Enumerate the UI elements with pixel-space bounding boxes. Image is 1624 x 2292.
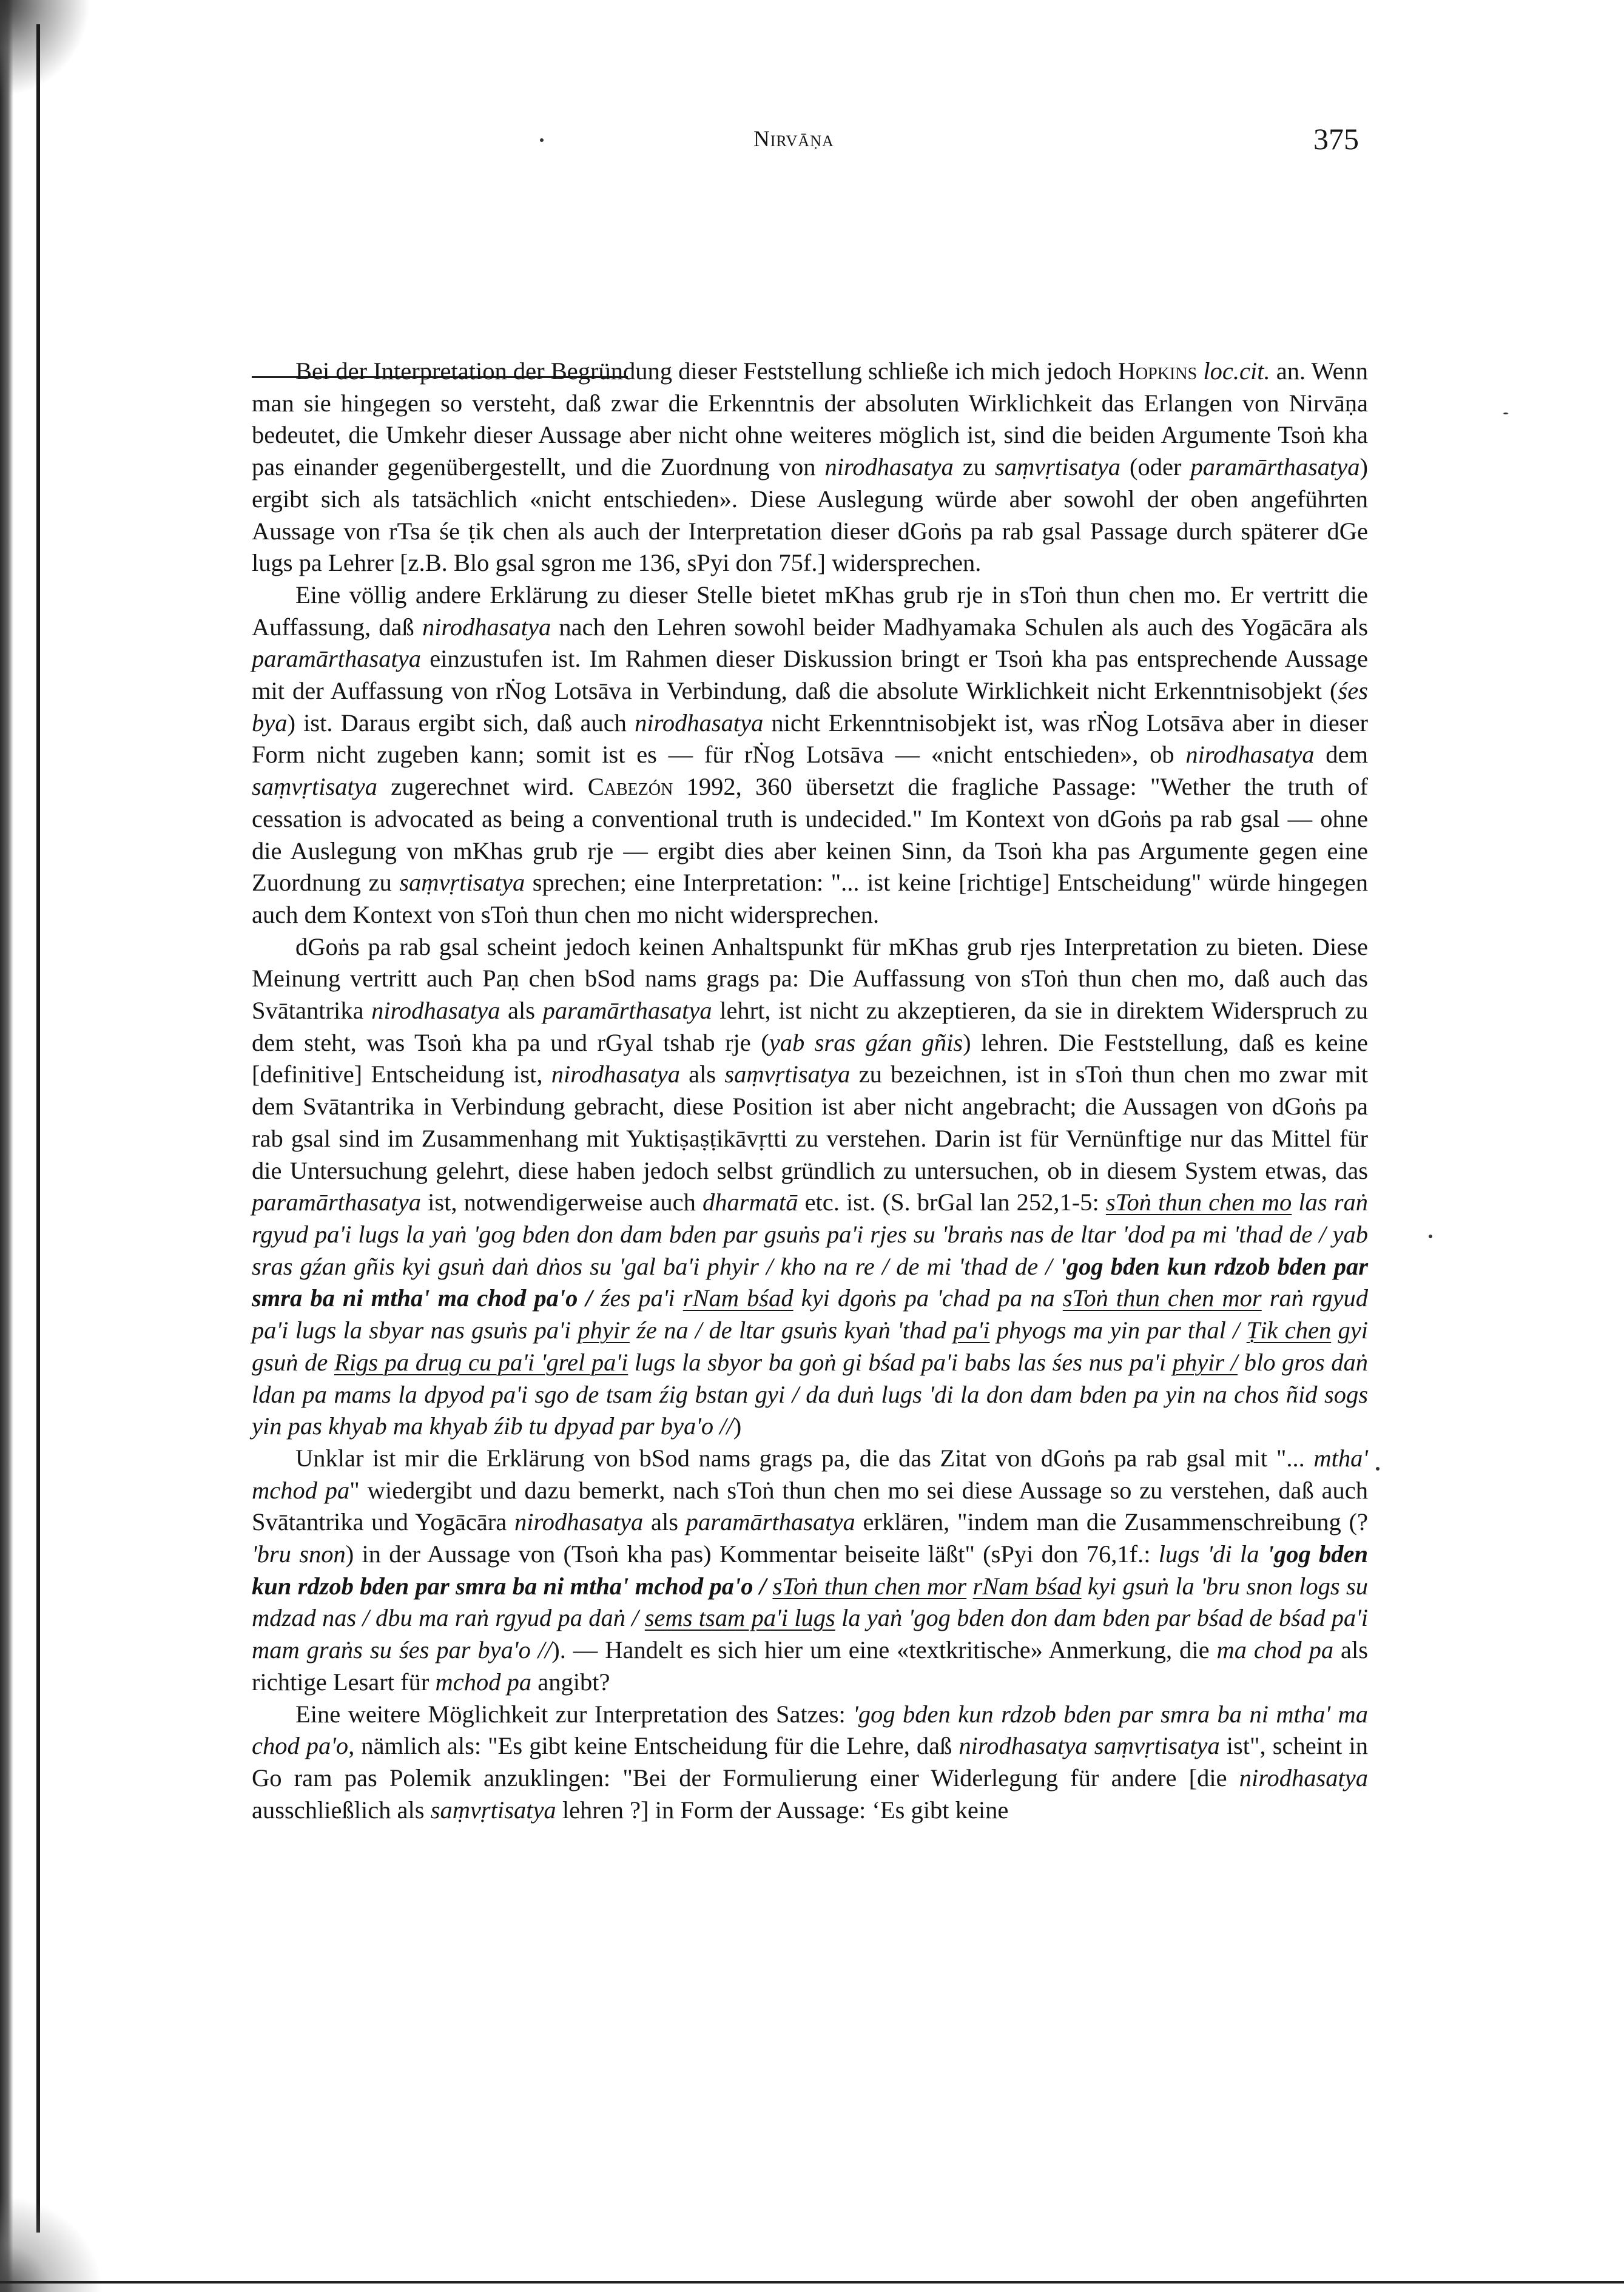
binding-shadow-bottom: [0, 2195, 103, 2292]
scan-speck: [1376, 1467, 1380, 1471]
running-head: Nirvāṇa: [753, 127, 834, 152]
page-binding-edge: [0, 0, 13, 2292]
paragraph-4: Unklar ist mir die Erklärung von bSod nams grags pa, die das Zitat von dGoṅs pa rab gsal mit "... mtha' mchod pa" wiedergibt und dazu bemerkt, nach sToṅ thun chen mo sei diese Aussage so zu verstehen, daß auch Svātantrika und Yogācāra nirodhasatya als paramārthasatya erklären, "indem man die Zusammenschreibung (? 'bru snon) in der Aussage von (Tsoṅ kha pas) Kommentar beiseite läßt" (sPyi don 76,1f.: lugs 'di la 'gog bden kun rdzob bden par smra ba ni mtha' mchod pa'o / sToṅ thun chen mor rNam bśad kyi gsuṅ la 'bru snon logs su mdzad nas / dbu ma raṅ rgyud pa daṅ / sems tsam pa'i lugs la yaṅ 'gog bden don dam bden par bśad de bśad pa'i mam graṅs su śes par bya'o //). — Handelt es sich hier um eine «textkritische» Anmerkung, die ma chod pa als richtige Lesart für mchod pa angibt?: [252, 1444, 1369, 1696]
footnote-text: [252, 347, 1368, 1826]
binding-line: [36, 24, 40, 2233]
tibetan-quotation: lugs 'di la 'gog bden kun rdzob bden par smra ba ni mtha' mchod pa'o / sToṅ thun chen mor rNam bśad kyi gsuṅ la 'bru snon logs su mdzad nas / dbu ma raṅ rgyud pa daṅ / sems tsam pa'i lugs la yaṅ 'gog bden don dam bden par bśad de bśad pa'i mam graṅs su śes par bya'o //: [252, 1540, 1369, 1664]
binding-shadow-top: [0, 0, 91, 97]
paragraph-1: Bei der Interpretation der Begründung dieser Feststellung schließe ich mich jedoch Hopkins loc.cit. an. Wenn man sie hingegen so versteht, daß zwar die Erkenntnis der absoluten Wirklichkeit das Erlangen von Nirvāṇa bedeutet, die Umkehr dieser Aussage aber nicht ohne weiteres möglich ist, sind die beiden Argumente Tsoṅ kha pas einander gegenübergestellt, und die Zuordnung von nirodhasatya zu saṃvṛtisatya (oder paramārthasatya) ergibt sich als tatsächlich «nicht entschieden». Diese Auslegung würde aber sowohl der oben angeführten Aussage von rTsa śe ṭik chen als auch der Interpretation dieser dGoṅs pa rab gsal Passage durch späterer dGe lugs pa Lehrer [z.B. Blo gsal sgron me 136, sPyi don 75f.] widersprechen.: [252, 357, 1369, 577]
page-number: 375: [1313, 122, 1359, 156]
paragraph-5: Eine weitere Möglichkeit zur Interpretation des Satzes: 'gog bden kun rdzob bden par smra ba ni mtha' ma chod pa'o, nämlich als: "Es gibt keine Entscheidung für die Lehre, daß nirodhasatya saṃvṛtisatya ist", scheint in Go ram pas Polemik anzuklingen: "Bei der Formulierung einer Widerlegung für andere [die nirodhasatya ausschließlich als saṃvṛtisatya lehren ?] in Form der Aussage: ‘Es gibt keine: [252, 1700, 1368, 1824]
author-name: Hopkins: [1117, 357, 1198, 385]
page-bottom-edge: [0, 2281, 1624, 2284]
scan-speck: [1503, 413, 1508, 414]
scan-speck: [1429, 1235, 1432, 1238]
tibetan-quotation: sToṅ thun chen mo las raṅ rgyud pa'i lugs la yaṅ 'gog bden don dam bden par gsuṅs pa'i rjes su 'braṅs nas de ltar 'dod pa mi 'thad de / yab sras gźan gñis kyi gsuṅ daṅ dṅos su 'gal ba'i phyir / kho na re / de mi 'thad de / 'gog bden kun rdzob bden par smra ba ni mtha' ma chod pa'o / źes pa'i rNam bśad kyi dgoṅs pa 'chad pa na sToṅ thun chen mor raṅ rgyud pa'i lugs la sbyar nas gsuṅs pa'i phyir źe na / de ltar gsuṅs kyaṅ 'thad pa'i phyogs ma yin par thal / Ṭik chen gyi gsuṅ de Rigs pa drug cu pa'i 'grel pa'i lugs la sbyor ba goṅ gi bśad pa'i babs las śes nus pa'i phyir / blo gros daṅ ldan pa mams la dpyod pa'i sgo de tsam źig bstan gyi / da duṅ lugs 'di la don dam bden pa yin na chos ñid sogs yin pas khyab ma khyab źib tu dpyad par bya'o //: [252, 1188, 1369, 1440]
paragraph-3: dGoṅs pa rab gsal scheint jedoch keinen Anhaltspunkt für mKhas grub rjes Interpretation zu bieten. Diese Meinung vertritt auch Paṇ chen bSod nams grags pa: Die Auffassung von sToṅ thun chen mo, daß auch das Svātantrika nirodhasatya als paramārthasatya lehrt, ist nicht zu akzeptieren, da sie in direktem Widerspruch zu dem steht, was Tsoṅ kha pa und rGyal tshab rje (yab sras gźan gñis) lehren. Die Feststellung, daß es keine [definitive] Entscheidung ist, nirodhasatya als saṃvṛtisatya zu bezeichnen, ist in sToṅ thun chen mo zwar mit dem Svātantrika in Verbindung gebracht, diese Position ist aber nicht angebracht; die Aussagen von dGoṅs pa rab gsal sind im Zusammenhang mit Yuktiṣaṣṭikāvṛtti zu verstehen. Darin ist für Vernünftige nur das Mittel für die Untersuchung gelehrt, diese haben jedoch selbst gründlich zu untersuchen, ob in diesem System etwas, das paramārthasatya ist, notwendigerweise auch dharmatā etc. ist. (S. brGal lan 252,1-5: sToṅ thun chen mo las raṅ rgyud pa'i lugs la yaṅ 'gog bden don dam bden par gsuṅs pa'i rjes su 'braṅs nas de ltar 'dod pa mi 'thad de / yab sras gźan gñis kyi gsuṅ daṅ dṅos su 'gal ba'i phyir / kho na re / de mi 'thad de / 'gog bden kun rdzob bden par smra ba ni mtha' ma chod pa'o / źes pa'i rNam bśad kyi dgoṅs pa 'chad pa na sToṅ thun chen mor raṅ rgyud pa'i lugs la sbyar nas gsuṅs pa'i phyir źe na / de ltar gsuṅs kyaṅ 'thad pa'i phyogs ma yin par thal / Ṭik chen gyi gsuṅ de Rigs pa drug cu pa'i 'grel pa'i lugs la sbyor ba goṅ gi bśad pa'i babs las śes nus pa'i phyir / blo gros daṅ ldan pa mams la dpyod pa'i sgo de tsam źig bstan gyi / da duṅ lugs 'di la don dam bden pa yin na chos ñid sogs yin pas khyab ma khyab źib tu dpyad par bya'o //): [252, 932, 1369, 1440]
author-name: Cabezón: [587, 773, 673, 801]
scan-speck: [540, 138, 544, 142]
paragraph-2: Eine völlig andere Erklärung zu dieser Stelle bietet mKhas grub rje in sToṅ thun chen mo. Er vertritt die Auffassung, daß nirodhasatya nach den Lehren sowohl beider Madhyamaka Schulen als auch des Yogācāra als paramārthasatya einzustufen ist. Im Rahmen dieser Diskussion bringt er Tsoṅ kha pas entsprechende Aussage mit der Auffassung von rṄog Lotsāva in Verbindung, daß die absolute Wirklichkeit nicht Erkenntnisobjekt (śes bya) ist. Daraus ergibt sich, daß auch nirodhasatya nicht Erkenntnisobjekt ist, was rṄog Lotsāva aber in dieser Form nicht zugeben kann; somit ist es — für rṄog Lotsāva — «nicht entschieden», ob nirodhasatya dem saṃvṛtisatya zugerechnet wird. Cabezón 1992, 360 übersetzt die fragliche Passage: "Wether the truth of cessation is advocated as being a conventional truth is undecided." Im Kontext von dGoṅs pa rab gsal — ohne die Auslegung von mKhas grub rje — ergibt dies aber keinen Sinn, da Tsoṅ kha pas Argumente gegen eine Zuordnung zu saṃvṛtisatya sprechen; eine Interpretation: "... ist keine [richtige] Entscheidung" würde hingegen auch dem Kontext von sToṅ thun chen mo nicht widersprechen.: [252, 581, 1369, 928]
